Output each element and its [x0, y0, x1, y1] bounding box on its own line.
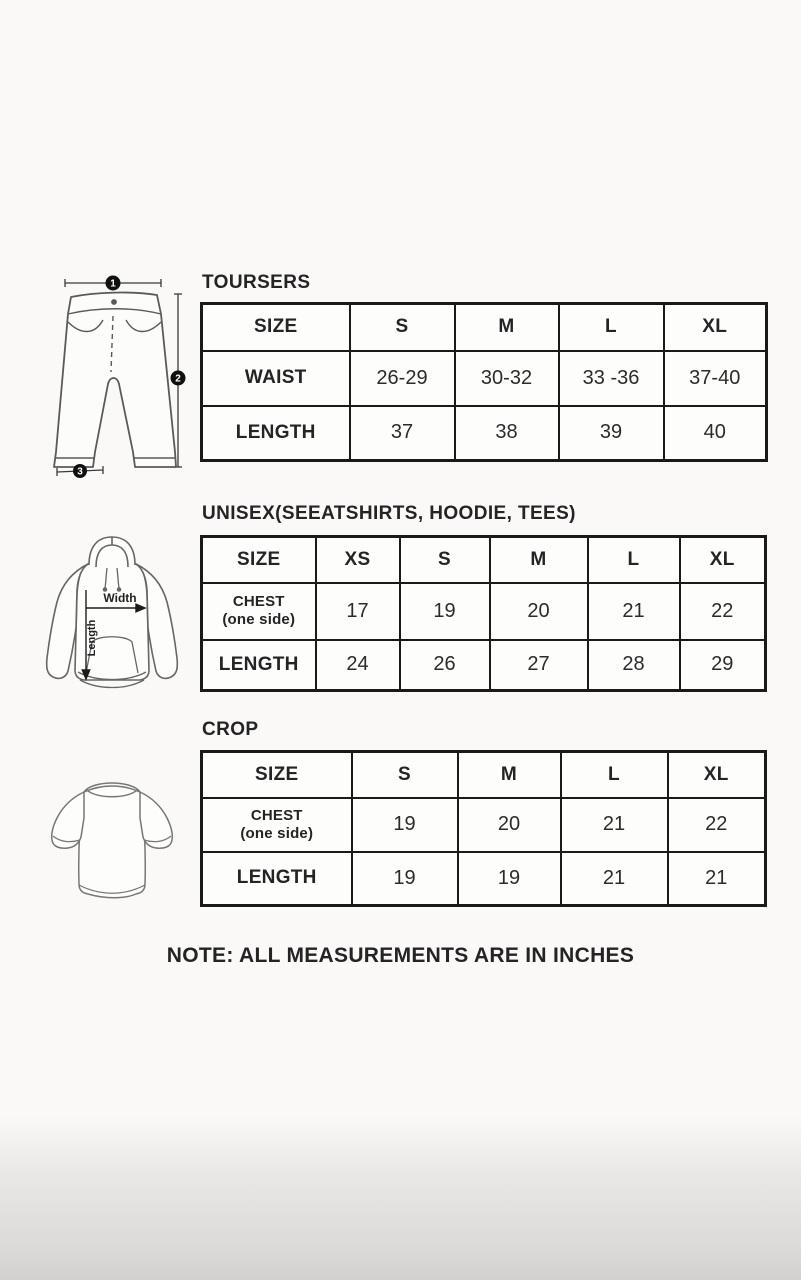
- value-cell: 33 -36: [559, 351, 664, 406]
- row-sublabel: (one side): [240, 824, 314, 842]
- crop-table-title: CROP: [202, 719, 259, 740]
- marker-2-label: 2: [175, 373, 181, 385]
- header-cell: XL: [668, 752, 766, 798]
- header-cell: M: [455, 304, 559, 351]
- trousers-outline: [54, 293, 176, 467]
- header-cell: SIZE: [202, 537, 316, 583]
- value-cell: 21: [668, 852, 766, 906]
- measurements-note: NOTE: ALL MEASUREMENTS ARE IN INCHES: [166, 944, 635, 967]
- unisex-size-table: [200, 535, 767, 692]
- value-cell: 37-40: [664, 351, 767, 406]
- trousers-size-table: [200, 302, 768, 462]
- value-cell: 28: [588, 640, 680, 691]
- table-row: [202, 752, 766, 798]
- trousers-line-art: [38, 274, 190, 479]
- header-cell: XL: [664, 304, 767, 351]
- marker-1-label: 1: [110, 278, 116, 290]
- row-label-cell: [202, 798, 352, 852]
- value-cell: 26-29: [350, 351, 455, 406]
- length-arrow-label: Length: [86, 619, 98, 657]
- table-row: [202, 583, 766, 640]
- hoodie-line-art: [26, 530, 198, 702]
- header-cell: S: [352, 752, 458, 798]
- value-cell: 20: [458, 798, 561, 852]
- width-arrow-label: Width: [103, 591, 137, 605]
- value-cell: 40: [664, 406, 767, 461]
- row-label-cell: WAIST: [202, 351, 350, 406]
- row-label-cell: LENGTH: [202, 852, 352, 906]
- value-cell: 22: [680, 583, 766, 640]
- value-cell: 17: [316, 583, 400, 640]
- unisex-table-title: UNISEX(SEEATSHIRTS, HOODIE, TEES): [202, 503, 576, 524]
- bottom-fade: [0, 1115, 801, 1280]
- table-row: [202, 537, 766, 583]
- table-row: [202, 406, 767, 461]
- value-cell: 21: [588, 583, 680, 640]
- value-cell: 21: [561, 798, 668, 852]
- table-row: [202, 351, 767, 406]
- row-sublabel: (one side): [222, 611, 296, 628]
- header-cell: L: [561, 752, 668, 798]
- row-label-cell: LENGTH: [202, 406, 350, 461]
- marker-3-label: 3: [77, 466, 83, 478]
- value-cell: 20: [490, 583, 588, 640]
- trousers-table-title: TOURSERS: [202, 272, 311, 293]
- value-cell: 37: [350, 406, 455, 461]
- header-cell: M: [458, 752, 561, 798]
- hoodie-diagram: [26, 530, 198, 702]
- header-cell: XL: [680, 537, 766, 583]
- value-cell: 24: [316, 640, 400, 691]
- row-label-cell: LENGTH: [202, 640, 316, 691]
- crop-top-outline: [52, 783, 173, 898]
- value-cell: 22: [668, 798, 766, 852]
- crop-top-diagram: [30, 772, 194, 914]
- row-label-cell: [202, 583, 316, 640]
- value-cell: 19: [352, 852, 458, 906]
- value-cell: 38: [455, 406, 559, 461]
- trousers-diagram: [38, 274, 190, 479]
- value-cell: 19: [458, 852, 561, 906]
- table-row: [202, 852, 766, 906]
- header-cell: SIZE: [202, 752, 352, 798]
- header-cell: L: [588, 537, 680, 583]
- value-cell: 27: [490, 640, 588, 691]
- value-cell: 30-32: [455, 351, 559, 406]
- header-cell: S: [350, 304, 455, 351]
- header-cell: SIZE: [202, 304, 350, 351]
- table-row: [202, 640, 766, 691]
- value-cell: 39: [559, 406, 664, 461]
- value-cell: 19: [400, 583, 490, 640]
- row-label: CHEST: [232, 593, 285, 610]
- value-cell: 21: [561, 852, 668, 906]
- crop-size-table: [200, 750, 767, 907]
- table-row: [202, 798, 766, 852]
- value-cell: 19: [352, 798, 458, 852]
- header-cell: M: [490, 537, 588, 583]
- value-cell: 26: [400, 640, 490, 691]
- row-label: CHEST: [250, 806, 303, 824]
- header-cell: S: [400, 537, 490, 583]
- table-row: [202, 304, 767, 351]
- header-cell: XS: [316, 537, 400, 583]
- header-cell: L: [559, 304, 664, 351]
- crop-top-line-art: [30, 772, 194, 914]
- value-cell: 29: [680, 640, 766, 691]
